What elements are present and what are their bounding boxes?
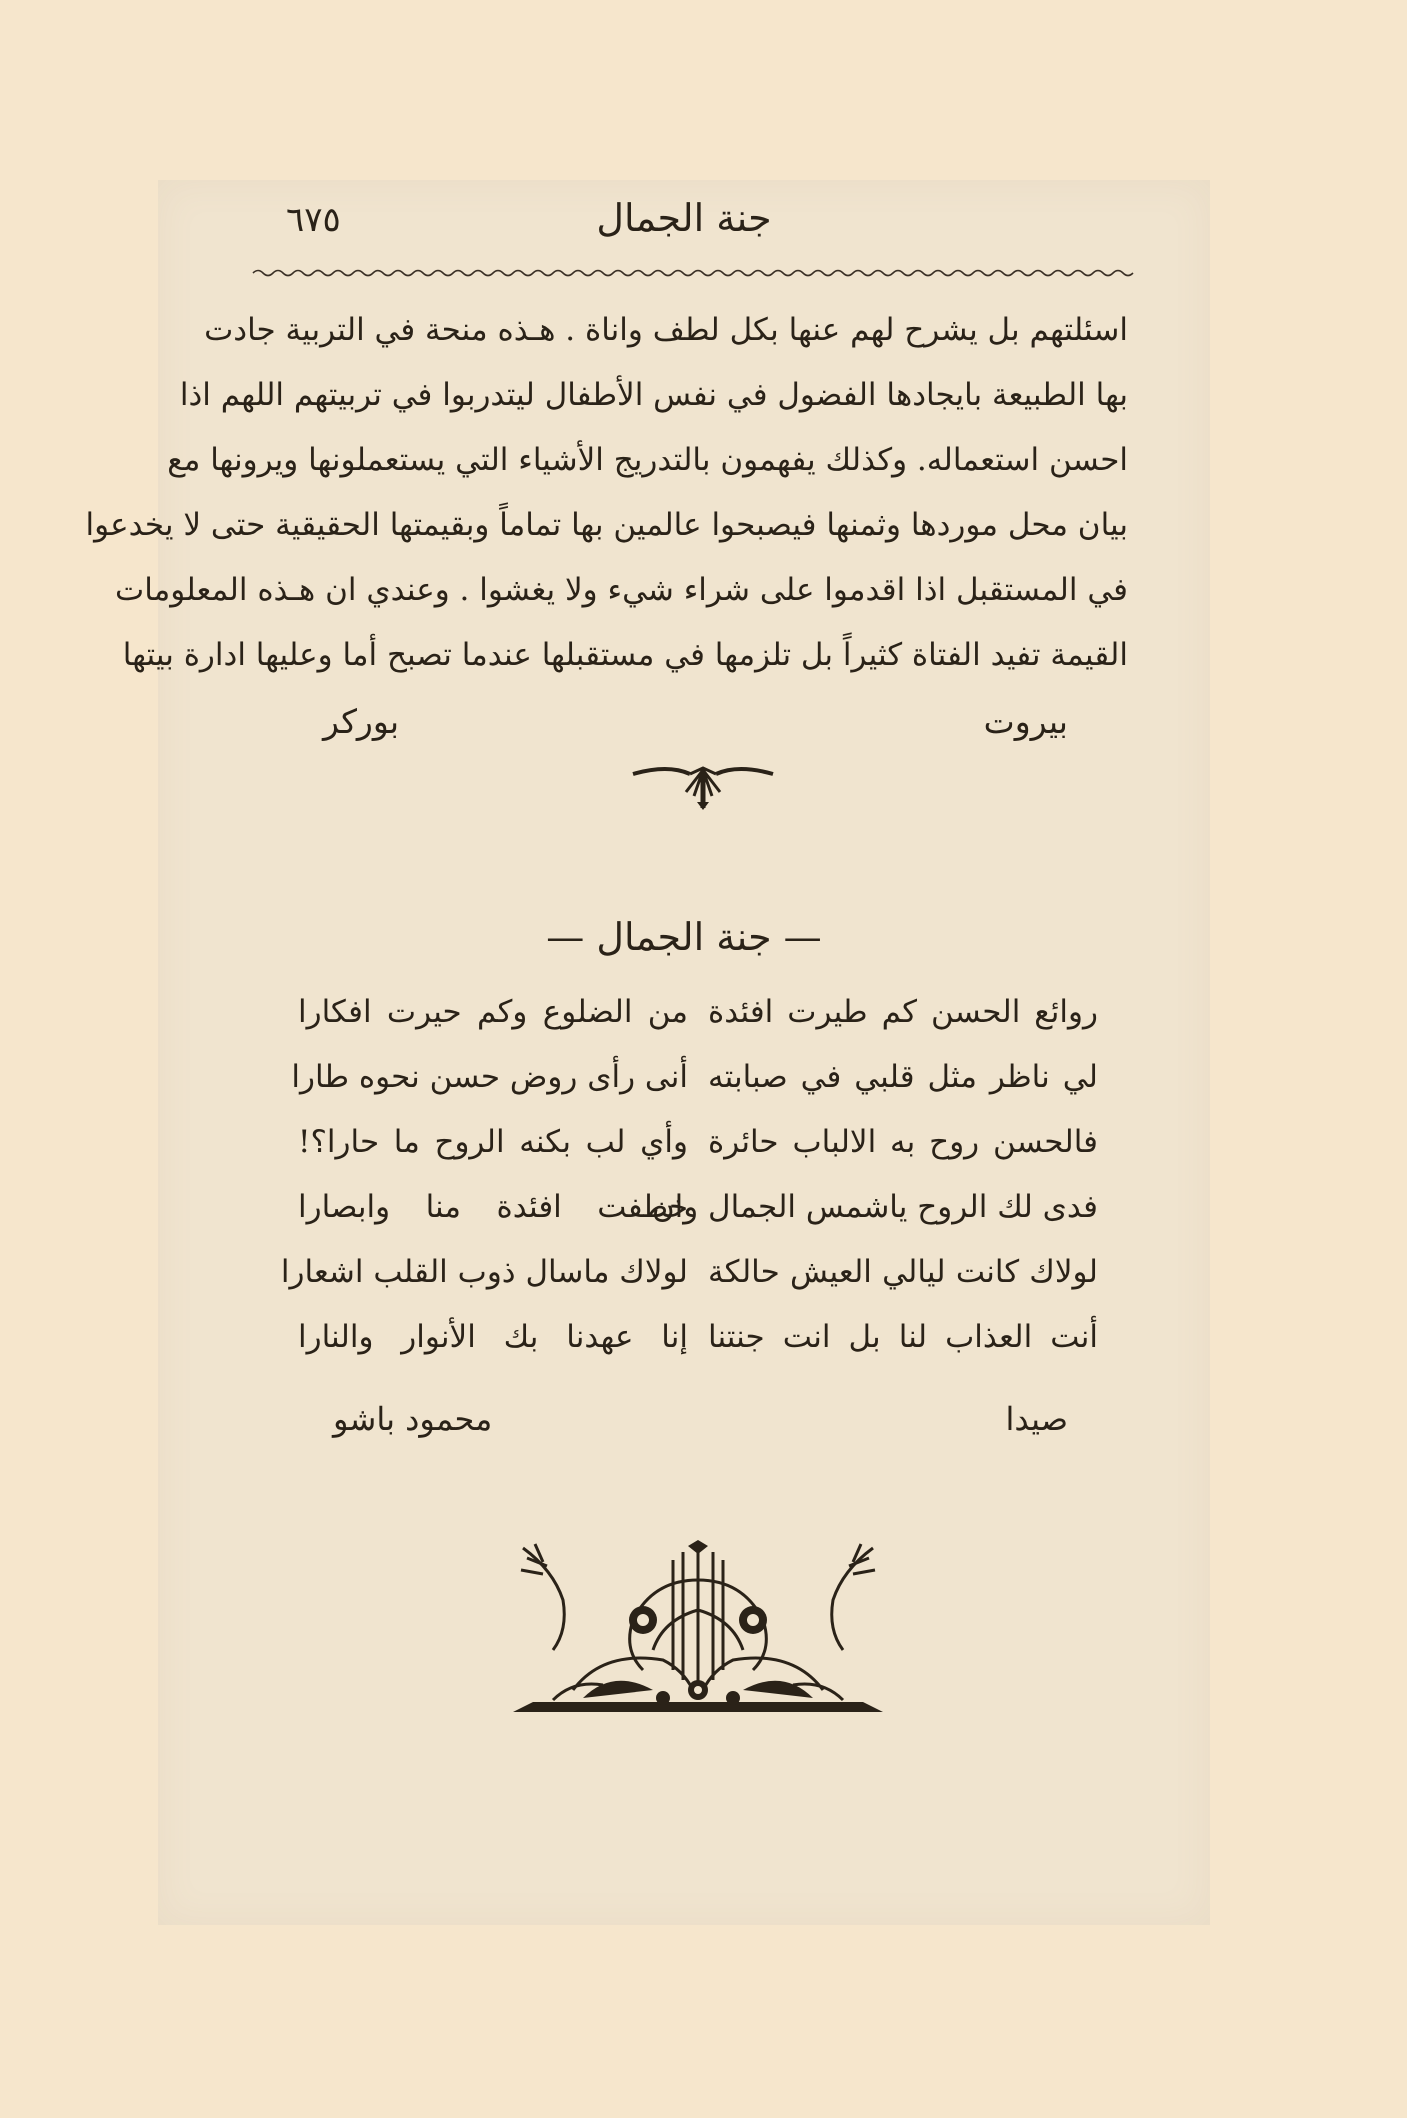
article-line: القيمة تفيد الفتاة كثيراً بل تلزمها في مستقبلها عندما تصبح أما وعليها ادارة بيتها — [122, 637, 1128, 673]
verse-first-hemistich: روائع الحسن كم طيرت افئدة — [708, 994, 1098, 1030]
article-signature — [253, 702, 1128, 752]
page-number: ٦٧٥ — [286, 200, 341, 240]
poem-place: صيدا — [1005, 1400, 1068, 1438]
article-line: احسن استعماله. وكذلك يفهمون بالتدريج الأشياء التي يستعملونها ويرونها مع — [167, 442, 1128, 478]
article-place: بيروت — [983, 702, 1068, 741]
article-body — [85, 298, 1128, 688]
decorative-vignette-ornament — [513, 1540, 883, 1720]
poem-verse — [291, 1045, 1098, 1110]
article-line: اسئلتهم بل يشرح لهم عنها بكل لطف واناة . هـذه منحة في التربية جادت — [204, 312, 1128, 348]
poem-signature — [253, 1400, 1128, 1450]
verse-second-hemistich: وأي لب بكنه الروح ما حارا؟! — [298, 1124, 688, 1160]
verse-second-hemistich: لولاك ماسال ذوب القلب اشعارا — [280, 1254, 688, 1290]
article-line: في المستقبل اذا اقدموا على شراء شيء ولا يغشوا . وعندي ان هـذه المعلومات — [115, 572, 1128, 608]
article-line: بيان محل موردها وثمنها فيصبحوا عالمين بها تماماً وبقيمتها الحقيقية حتى لا يخدعوا — [85, 507, 1128, 543]
small-fleuron-ornament — [628, 752, 778, 812]
poem-verse — [298, 1175, 1098, 1240]
verse-second-hemistich: إنا عهدنا بك الأنوار والنارا — [298, 1319, 688, 1355]
verse-first-hemistich: لولاك كانت ليالي العيش حالكة — [708, 1254, 1098, 1290]
verse-first-hemistich: فالحسن روح به الالباب حائرة — [708, 1124, 1098, 1160]
book-page — [85, 180, 1210, 1925]
poem-verse — [298, 1110, 1098, 1175]
poem-verse — [298, 980, 1098, 1045]
article-author: بوركر — [323, 702, 400, 741]
wavy-rule-divider — [253, 266, 1128, 280]
verse-second-hemistich: أنى رأى روض حسن نحوه طارا — [291, 1059, 688, 1095]
verse-first-hemistich: فدى لك الروح ياشمس الجمال وان — [651, 1189, 1098, 1225]
running-title: جنة الجمال — [596, 196, 772, 240]
poem-author: محمود باشو — [333, 1400, 493, 1438]
verse-first-hemistich: لي ناظر مثل قلبي في صبابته — [708, 1059, 1098, 1095]
article-line: بها الطبيعة بايجادها الفضول في نفس الأطفال ليتدربوا في تربيتهم اللهم اذا — [179, 377, 1128, 413]
verse-second-hemistich: من الضلوع وكم حيرت افكارا — [298, 994, 688, 1030]
verse-first-hemistich: أنت العذاب لنا بل انت جنتنا — [708, 1319, 1098, 1355]
poem-verses — [280, 980, 1098, 1370]
poem-verse — [280, 1240, 1098, 1305]
verse-second-hemistich: خطفت افئدة منا وابصارا — [298, 1189, 688, 1225]
poem-verse — [298, 1305, 1098, 1370]
page-header — [158, 180, 1210, 250]
poem-title: — جنة الجمال — — [546, 915, 822, 959]
